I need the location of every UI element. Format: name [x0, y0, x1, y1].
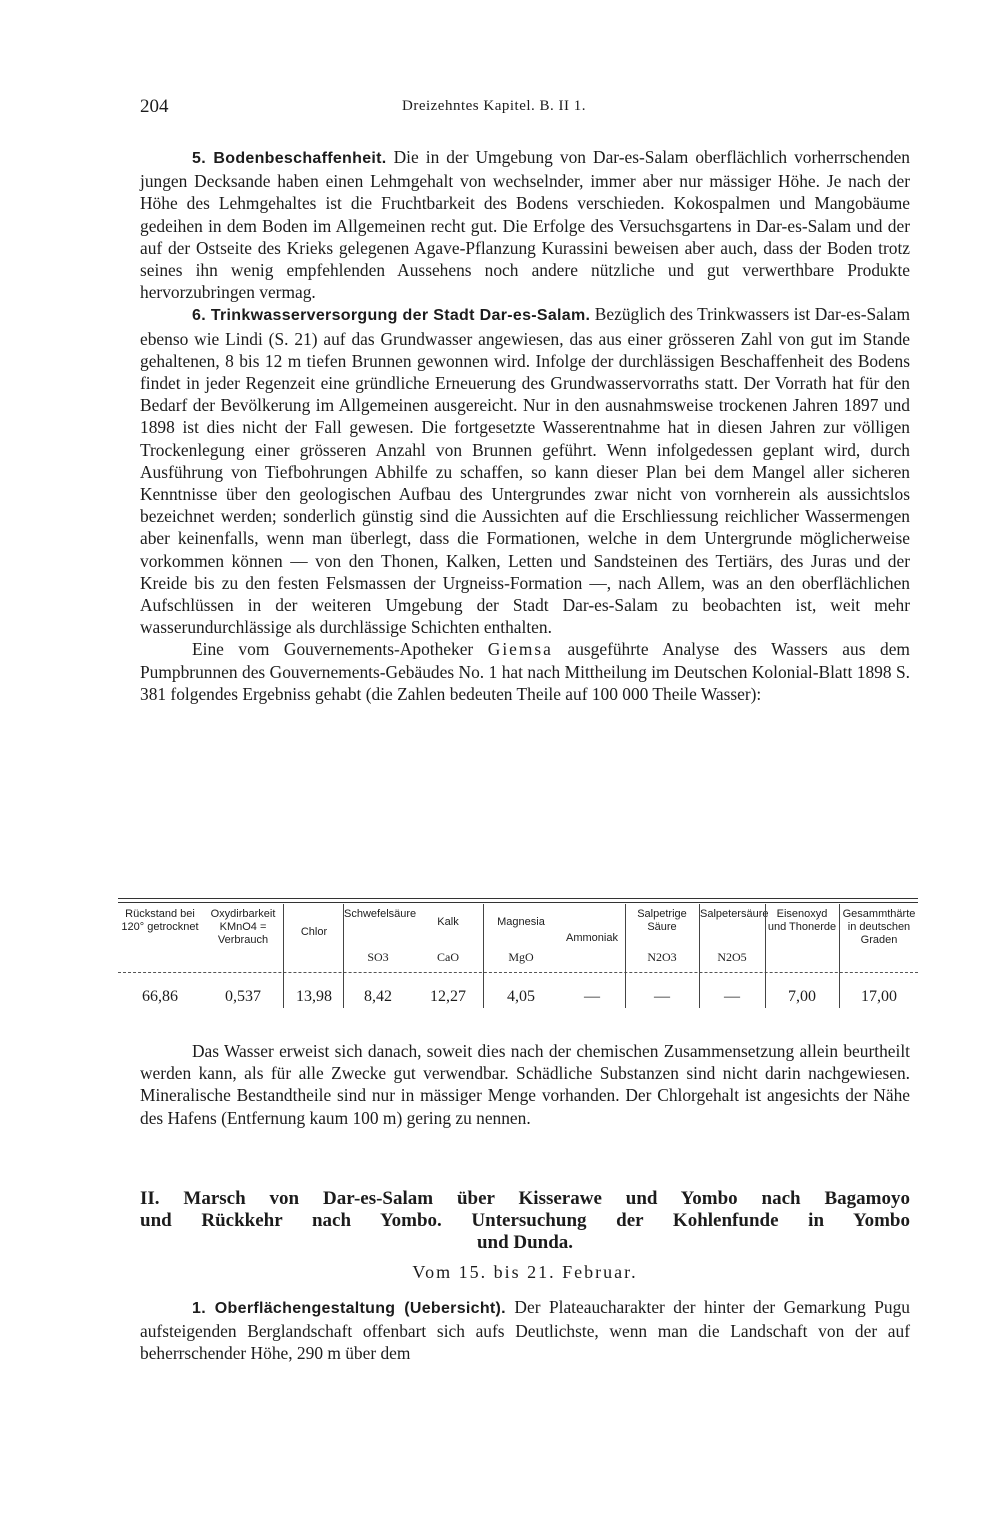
column-formula: CaO: [437, 950, 459, 964]
heading-line: und Dunda.: [476, 1232, 574, 1253]
text-block-lower: [140, 1296, 910, 1365]
paragraph-text: Der Plateaucharakter der hinter der Gemarkung Pugu aufsteigenden Berglandschaft offenbart sich aufs Deutlichste, wenn man die Landschaft von der auf beherrschender Höhe, 290 m über dem: [140, 1297, 911, 1364]
column-header: Ammoniak: [566, 932, 618, 944]
paragraph-conclusion: Das Wasser erweist sich danach, soweit dies nach der chemischen Zusammensetzung allein beurtheilt werden kann, als für alle Zwecke gut verwendbar. Schädliche Substanzen sind nicht darin nachgewiesen. Mineralische Bestandtheile sind nur in mässiger Menge vorhanden. Der Chlorgehalt ist angesichts der Nähe des Hafens (Entfernung kaum 100 m) gering zu nennen.: [140, 1041, 910, 1128]
paragraph-text: Eine vom Gouvernements-Apotheker: [192, 639, 474, 660]
paragraph-trinkwasser: [140, 303, 910, 638]
chapter-section-heading: [140, 1188, 910, 1254]
paragraph-analysis-intro: [140, 638, 910, 705]
paragraph-bodenbeschaffenheit: [140, 146, 910, 303]
column-header: Schwefelsäure: [344, 908, 417, 920]
section-heading-1: 1. Oberflächengestaltung (Uebersicht).: [192, 1300, 506, 1317]
section-heading-5: 5. Bodenbeschaffenheit.: [192, 150, 387, 167]
table-cell: 7,00: [788, 988, 816, 1005]
table-rule: [118, 898, 918, 899]
date-range: Vom 15. bis 21. Februar.: [412, 1262, 638, 1282]
column-header: Gesammthärte in deutschen Graden: [842, 908, 916, 946]
column-header: Magnesia: [497, 916, 545, 928]
paragraph-oberflaechengestaltung: [140, 1296, 910, 1365]
text-block-conclusion: [140, 1040, 910, 1129]
section-heading-6: 6. Trinkwasserversorgung der Stadt Dar-es-Salam.: [192, 307, 591, 325]
paragraph-text: Bezüglich des Trinkwassers ist Dar-es-Salam ebenso wie Lindi (S. 21) auf das Grundwasser angewiesen, das aus einer grösseren Zahl von gut im Stande gehaltenen, 8 bis 12 m tiefen Brunnen gewonnen wird. Infolge der durchlässigen Beschaffenheit des Bodens findet in jeder Regenzeit eine gründliche Erneuerung des Grundwasservorraths statt. Der Vorrath hat für den Bedarf der Bevölkerung im Allgemeinen ausgereicht. Nur in den ausnahmsweise trockenen Jahren 1897 und 1898 ist dies nicht der Fall gewesen. Die fortgesetzte Wasserentnahme hat in diesen Jahren zur völligen Trockenlegung einer grösseren Anzahl von Brunnen geführt. Wenn infolgedessen geplant wird, durch Ausführung von Tiefbohrungen Abhilfe zu schaffen, so kann dieser Plan bei dem Mangel aller sicheren Kenntnisse über den geologischen Aufbau des Untergrundes zwar nicht von vornherein als aussichtslos bezeichnet werden; sonderlich günstig sind die Aussichten auf die Erschliessung reichlicher Wassermengen aber keinenfalls, wenn man überlegt, dass die Formationen, welche in dem Untergrunde möglicherweise vorkommen können — von den Thonen, Kalken, Letten und Sandsteinen des Tertiärs, des Juras und der Kreide bis zu den festen Felsmassen der Urgneiss-Formation —, nach Allem, was an den oberflächlichen Aufschlüssen in der weiteren Umgebung der Stadt Dar-es-Salam zu beobachten ist, weit mehr wasserundurchlässige als durchlässige Schichten enthalten.: [140, 304, 910, 638]
column-formula: SO3: [367, 950, 389, 964]
column-formula: N2O3: [647, 950, 677, 964]
table-cell: —: [724, 988, 740, 1005]
table-cell: 17,00: [861, 988, 897, 1005]
table-cell: 0,537: [225, 988, 261, 1005]
heading-line: II. Marsch von Dar-es-Salam über Kisserawe und Yombo nach Bagamoyo: [140, 1188, 910, 1209]
table-cell: 13,98: [296, 988, 332, 1005]
page-number: 204: [140, 96, 169, 117]
running-head: [140, 96, 910, 120]
column-formula: N2O5: [717, 950, 747, 964]
paragraph-text: Die in der Umgebung von Dar-es-Salam oberflächlich vorherrschenden jungen Decksande haben einen Lehmgehalt von wechselnder, immer aber nur mässiger Höhe. Je nach der Höhe des Lehmgehaltes ist die Fruchtbarkeit des Bodens verschieden. Kokospalmen und Mangobäume gedeihen in dem Boden im Allgemeinen recht gut. Die Erfolge des Versuchsgartens in Dar-es-Salam und der auf der Ostseite des Krieks gelegenen Agave-Pflanzung Kurassini beweisen aber auch, dass der Boden trotz seines ihn wenig empfehlenden Aussehens noch andere nützliche und gut verwerthbare Produkte hervorzubringen vermag.: [140, 147, 910, 303]
column-header: Kalk: [437, 916, 459, 928]
column-header: Rückstand bei 120° getrocknet: [121, 908, 199, 933]
table-cell: —: [654, 988, 670, 1005]
table-rule: [118, 902, 918, 903]
column-header: Eisenoxyd und Thonerde: [767, 908, 837, 933]
table-cell: 66,86: [142, 988, 178, 1005]
table-cell: 4,05: [507, 988, 535, 1005]
table-rule: [118, 972, 918, 973]
column-formula: MgO: [508, 950, 534, 964]
table-cell: 8,42: [364, 988, 392, 1005]
table-cell: 12,27: [430, 988, 466, 1005]
person-name: Giemsa: [487, 639, 553, 660]
heading-line: und Rückkehr nach Yombo. Untersuchung der Kohlenfunde in Yombo: [140, 1210, 910, 1231]
column-header: Salpetrige Säure: [637, 908, 687, 933]
table-cell: —: [584, 988, 600, 1005]
text-block-upper: [140, 146, 910, 705]
paragraph-text: ausgeführte Analyse des Wassers aus dem Pumpbrunnen des Gouvernements-Gebäudes No. 1 hat nach Mittheilung im Deutschen Kolonial-Blatt 1898 S. 381 folgendes Ergebniss gehabt (die Zahlen bedeuten Theile auf 100 000 Theile Wasser):: [140, 639, 910, 704]
column-header: Salpetersäure: [700, 908, 769, 920]
column-header: Oxydirbarkeit KMnO4 = Verbrauch: [210, 908, 276, 946]
column-header: Chlor: [300, 926, 328, 938]
water-analysis-table: [118, 896, 918, 1016]
running-title: Dreizehntes Kapitel. B. II 1.: [402, 98, 587, 114]
